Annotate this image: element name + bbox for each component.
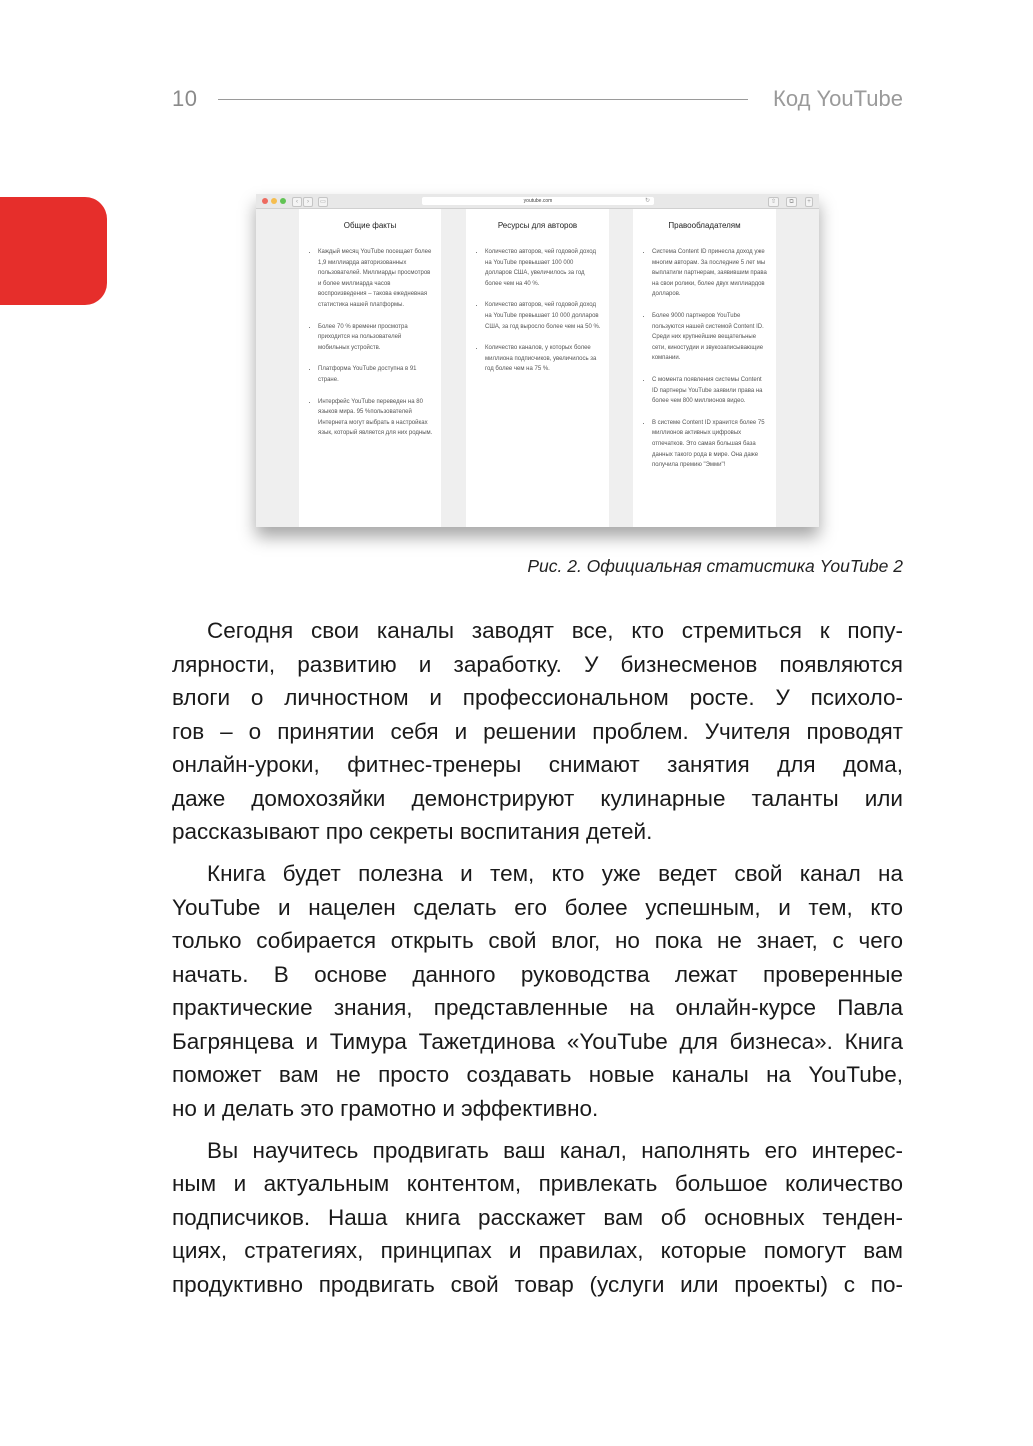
list-item: • С момента появления системы Content ID партнеры YouTube заявили права на более чем 800 миллионов видео. bbox=[652, 375, 768, 407]
running-title: Код YouTube bbox=[773, 86, 903, 111]
text-line: ным и актуальным контентом, привлекать большое количество bbox=[172, 1171, 903, 1196]
column-title: Ресурсы для авторов bbox=[497, 221, 578, 230]
reload-icon[interactable]: ↻ bbox=[645, 198, 651, 204]
list-item: • Более 70 % времени просмотра приходится на пользователей мобильных устройств. bbox=[318, 322, 433, 354]
list-item: • Платформа YouTube доступна в 91 стране. bbox=[318, 364, 433, 385]
paragraph bbox=[172, 1134, 903, 1302]
minimize-dot-icon bbox=[271, 198, 277, 204]
list-item: • Количество каналов, у которых более миллиона подписчиков, увеличилось за год более чем на 75 %. bbox=[485, 343, 601, 375]
text-line: циях, стратегиях, принципах и правилах, которые помогут вам bbox=[172, 1238, 903, 1263]
column-title: Общие факты bbox=[343, 221, 397, 230]
back-icon[interactable]: ‹ bbox=[292, 197, 302, 207]
list-item: • Более 9000 партнеров YouTube пользуются нашей системой Content ID. Среди них крупнейшие вещательные сети, киностудии и звукозаписывающие компании. bbox=[652, 311, 768, 364]
list-item: • В системе Content ID хранится более 75 миллионов активных цифровых отпечатков. Это самая большая база данных такого рода в мире. Она даже получила премию "Эмми"! bbox=[652, 418, 768, 471]
list-item: • Интерфейс YouTube переведен на 80 языков мира. 95 %пользователей Интернета могут выбрать в настройках язык, который является для них родным. bbox=[318, 397, 433, 439]
text-line: начать. В основе данного руководства лежат проверенные bbox=[172, 961, 903, 987]
text-line: даже домохозяйки демонстрируют кулинарные таланты или bbox=[172, 785, 903, 811]
figure-caption: Рис. 2. Официальная статистика YouTube 2 bbox=[527, 556, 903, 576]
column-creator-resources bbox=[466, 209, 609, 527]
red-side-tab bbox=[0, 197, 107, 305]
text-line: гов – о принятии себя и решении проблем. Учителя проводят bbox=[172, 718, 903, 744]
paragraph bbox=[172, 857, 903, 1125]
forward-icon[interactable]: › bbox=[303, 197, 313, 207]
header-rule bbox=[218, 99, 748, 100]
page-number: 10 bbox=[172, 86, 198, 111]
text-line: поможет вам не просто создавать новые каналы на YouTube, bbox=[172, 1062, 903, 1087]
text-line: YouTube и нацелен сделать его более успешным, и тем, кто bbox=[172, 894, 903, 920]
list-item: • Количество авторов, чей годовой доход на YouTube превышает 10 000 долларов США, за год выросло более чем на 50 %. bbox=[485, 300, 601, 332]
text-line: продуктивно продвигать свой товар (услуги или проекты) с по- bbox=[172, 1271, 903, 1297]
browser-toolbar bbox=[256, 194, 819, 209]
list-item: • Количество авторов, чей годовой доход на YouTube превышает 100 000 долларов США, увеличилось за год более чем на 40 %. bbox=[485, 247, 601, 289]
address-bar[interactable]: youtube.com bbox=[422, 197, 654, 205]
list-item: • Система Content ID принесла доход уже многим авторам. За последние 5 лет мы выплатили партнерам, заявившим права на свои ролики, более двух миллиардов долларов. bbox=[652, 247, 768, 300]
close-dot-icon bbox=[262, 198, 268, 204]
column-title: Правообладателям bbox=[668, 221, 741, 230]
text-line: но и делать это грамотно и эффективно. bbox=[172, 1095, 599, 1121]
text-line: онлайн-уроки, фитнес-тренеры снимают занятия для дома, bbox=[172, 752, 903, 777]
tabs-icon[interactable]: ⧉ bbox=[786, 197, 797, 207]
text-line: Багрянцева и Тимура Тажетдинова «YouTube для бизнеса». Книга bbox=[172, 1028, 903, 1054]
figure-screenshot bbox=[256, 194, 819, 527]
text-line: рассказывают про секреты воспитания детей. bbox=[172, 819, 653, 844]
paragraph bbox=[172, 614, 903, 849]
sidebar-icon[interactable]: ▭ bbox=[318, 197, 328, 207]
body-text bbox=[172, 614, 903, 1310]
text-line: только собирается открыть свой влог, но пока не знает, с чего bbox=[172, 928, 903, 953]
text-line: Вы научитесь продвигать ваш канал, наполнять его интерес- bbox=[207, 1137, 903, 1163]
text-line: практические знания, представленные на онлайн-курсе Павла bbox=[172, 995, 903, 1020]
column-general-facts bbox=[299, 209, 441, 527]
list-item: • Каждый месяц YouTube посещает более 1,9 миллиарда авторизованных пользователей. Миллиарды просмотров и более миллиарда часов воспроизведения – такова ежедневная статистика нашей платформы. bbox=[318, 247, 433, 311]
text-line: Сегодня свои каналы заводят все, кто стремиться к попу- bbox=[207, 618, 903, 643]
share-icon[interactable]: ⇧ bbox=[768, 197, 779, 207]
text-line: подписчиков. Наша книга расскажет вам об основных тенден- bbox=[172, 1204, 903, 1230]
text-line: Книга будет полезна и тем, кто уже ведет свой канал на bbox=[207, 861, 903, 886]
zoom-dot-icon bbox=[280, 198, 286, 204]
column-rights-holders bbox=[633, 209, 776, 527]
text-line: лярности, развитию и заработку. У бизнесменов появляются bbox=[172, 651, 903, 677]
new-tab-icon[interactable]: + bbox=[805, 197, 813, 207]
text-line: влоги о личностном и профессиональном росте. У психоло- bbox=[172, 685, 903, 710]
